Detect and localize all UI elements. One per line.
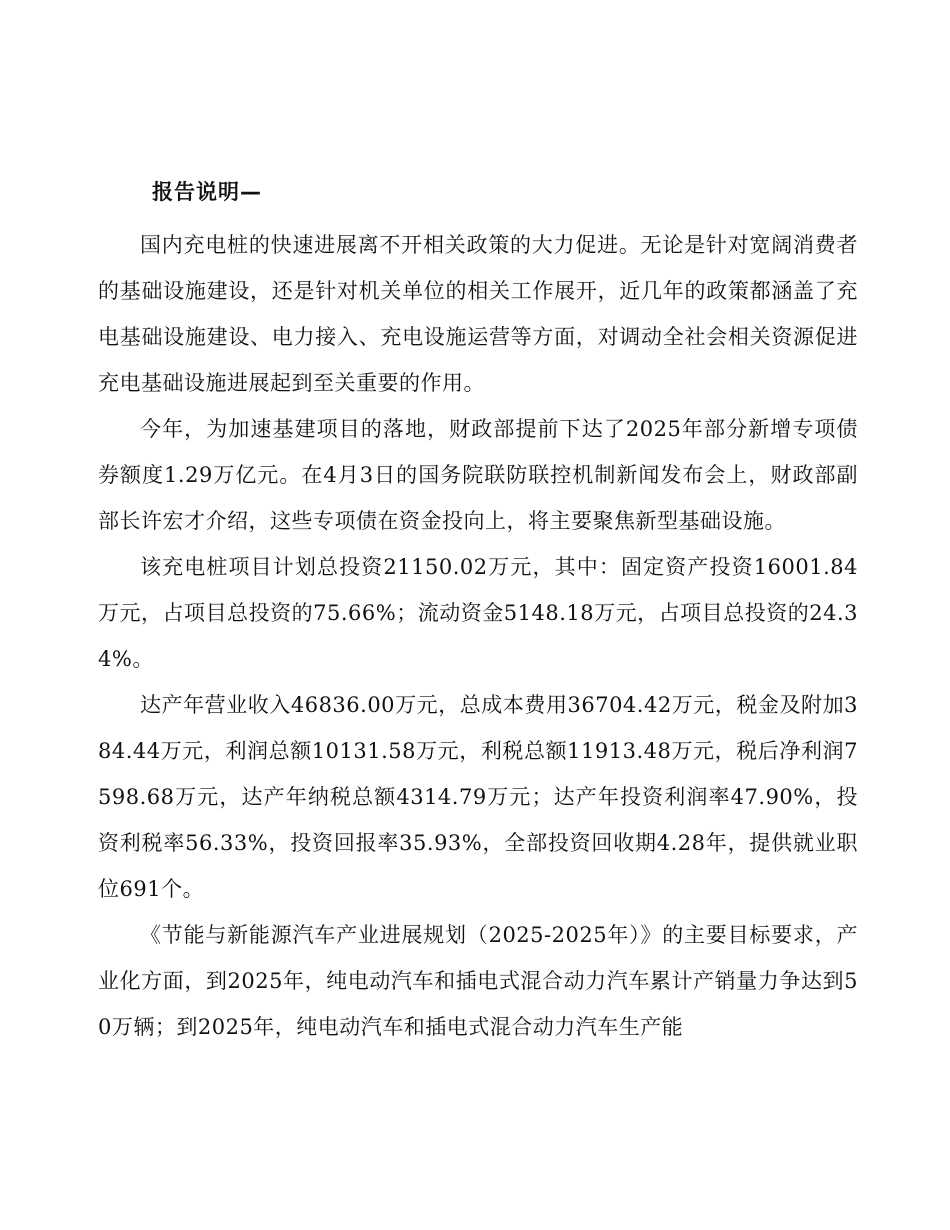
paragraph-special-bonds: 今年，为加速基建项目的落地，财政部提前下达了2025年部分新增专项债券额度1.29万亿元。在4月3日的国务院联防联控机制新闻发布会上，财政部副部长许宏才介绍，这些专项债在资金投向上，将主要聚焦新型基础设施。 xyxy=(98,417,858,533)
report-heading: 报告说明— xyxy=(152,180,262,204)
paragraph-development-plan: 《节能与新能源汽车产业进展规划（2025-2025年）》的主要目标要求，产业化方面，到2025年，纯电动汽车和插电式混合动力汽车累计产销量力争达到50万辆；到2025年，纯电动汽车和插电式混合动力汽车生产能 xyxy=(98,923,858,1039)
paragraph-financials: 达产年营业收入46836.00万元，总成本费用36704.42万元，税金及附加384.44万元，利润总额10131.58万元，利税总额11913.48万元，税后净利润7598.68万元，达产年纳税总额4314.79万元；达产年投资利润率47.90%，投资利税率56.33%，投资回报率35.93%，全部投资回收期4.28年，提供就业职位691个。 xyxy=(98,693,858,901)
paragraph-policy: 国内充电桩的快速进展离不开相关政策的大力促进。无论是针对宽阔消费者的基础设施建设，还是针对机关单位的相关工作展开，近几年的政策都涵盖了充电基础设施建设、电力接入、充电设施运营等方面，对调动全社会相关资源促进充电基础设施进展起到至关重要的作用。 xyxy=(98,233,858,395)
paragraph-investment: 该充电桩项目计划总投资21150.02万元，其中：固定资产投资16001.84万元，占项目总投资的75.66%；流动资金5148.18万元，占项目总投资的24.34%。 xyxy=(98,555,858,671)
document-body xyxy=(98,222,858,1050)
